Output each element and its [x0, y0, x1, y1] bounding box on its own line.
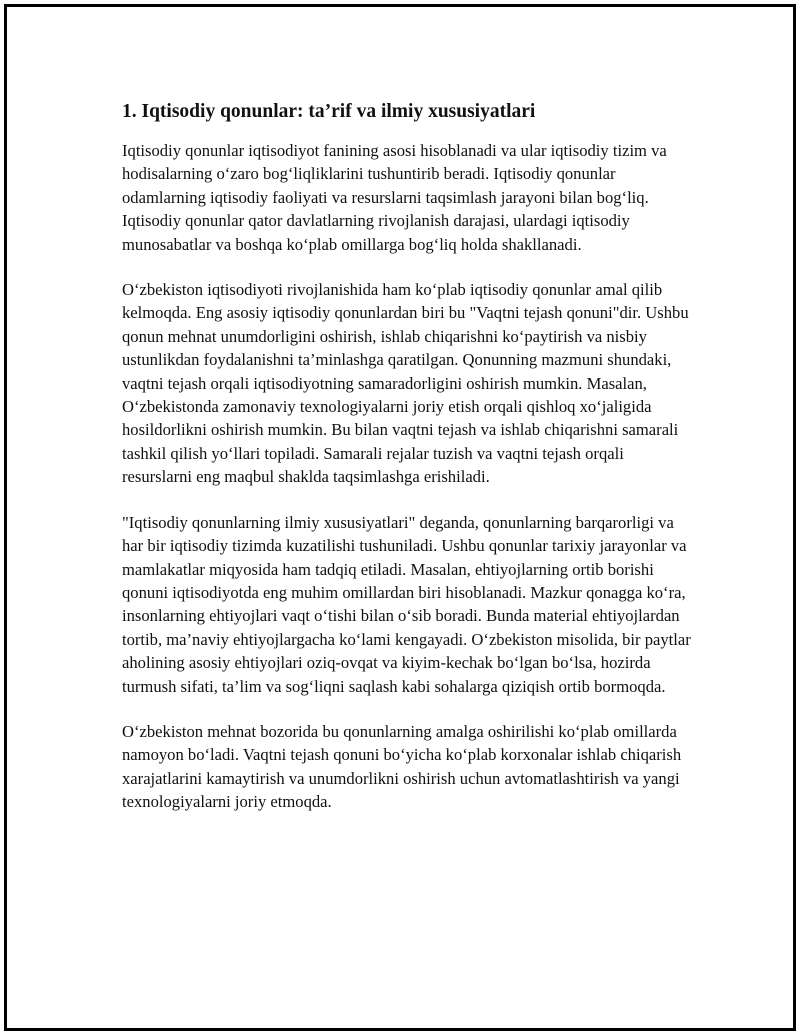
paragraph-2: O‘zbekiston iqtisodiyoti rivojlanishida ham ko‘plab iqtisodiy qonunlar amal qilib kelmoqda. Eng asosiy iqtisodiy qonunlardan biri bu "Vaqtni tejash qonuni"dir. Ushbu qonun mehnat unumdorligini oshirish, ishlab chiqarishni ko‘paytirish va nisbiy ustunlikdan foydalanishni ta’minlashga qaratilgan. Qonunning mazmuni shundaki, vaqtni tejash orqali iqtisodiyotning samaradorligini oshirish mumkin. Masalan, O‘zbekistonda zamonaviy texnologiyalarni joriy etish orqali qishloq xo‘jaligida hosildorlikni oshirish mumkin. Bu bilan vaqtni tejash va ishlab chiqarishni samarali tashkil qilish yo‘llari topiladi. Samarali rejalar tuzish va vaqtni tejash orqali resurslarni eng maqbul shaklda taqsimlashga erishiladi.	[122, 280, 689, 487]
page-border	[4, 4, 796, 1031]
section-heading: 1. Iqtisodiy qonunlar: ta’rif va ilmiy xususiyatlari	[122, 101, 536, 122]
paragraph-3: "Iqtisodiy qonunlarning ilmiy xususiyatlari" deganda, qonunlarning barqarorligi va har bir iqtisodiy tizimda kuzatilishi tushuniladi. Ushbu qonunlar tarixiy jarayonlar va mamlakatlar miqyosida ham tadqiq etiladi. Masalan, ehtiyojlarning ortib borishi qonuni iqtisodiyotda eng muhim omillardan biri hisoblanadi. Mazkur qonagga ko‘ra, insonlarning ehtiyojlari vaqt o‘tishi bilan o‘sib boradi. Bunda material ehtiyojlardan tortib, ma’naviy ehtiyojlargacha ko‘lami kengayadi. O‘zbekiston misolida, bir paytlar aholining asosiy ehtiyojlari oziq-ovqat va kiyim-kechak bo‘lgan bo‘lsa, hozirda turmush sifati, ta’lim va sog‘liqni saqlash kabi sohalarga qiziqish ortib bormoqda.	[122, 512, 691, 696]
document-body	[122, 99, 697, 836]
paragraph-4: O‘zbekiston mehnat bozorida bu qonunlarning amalga oshirilishi ko‘plab omillarda namoyon bo‘ladi. Vaqtni tejash qonuni bo‘yicha ko‘plab korxonalar ishlab chiqarish xarajatlarini kamaytirish va unumdorlikni oshirish uchun avtomatlashtirish va yangi texnologiyalarni joriy etmoqda.	[122, 721, 682, 812]
paragraph-1: Iqtisodiy qonunlar iqtisodiyot fanining asosi hisoblanadi va ular iqtisodiy tizim va hodisalarning o‘zaro bog‘liqliklarini tushuntirib beradi. Iqtisodiy qonunlar odamlarning iqtisodiy faoliyati va resurslarni taqsimlash jarayoni bilan bog‘liq. Iqtisodiy qonunlar qator davlatlarning rivojlanish darajasi, ulardagi iqtisodiy munosabatlar va boshqa ko‘plab omillarga bog‘liq holda shakllanadi.	[122, 141, 667, 254]
